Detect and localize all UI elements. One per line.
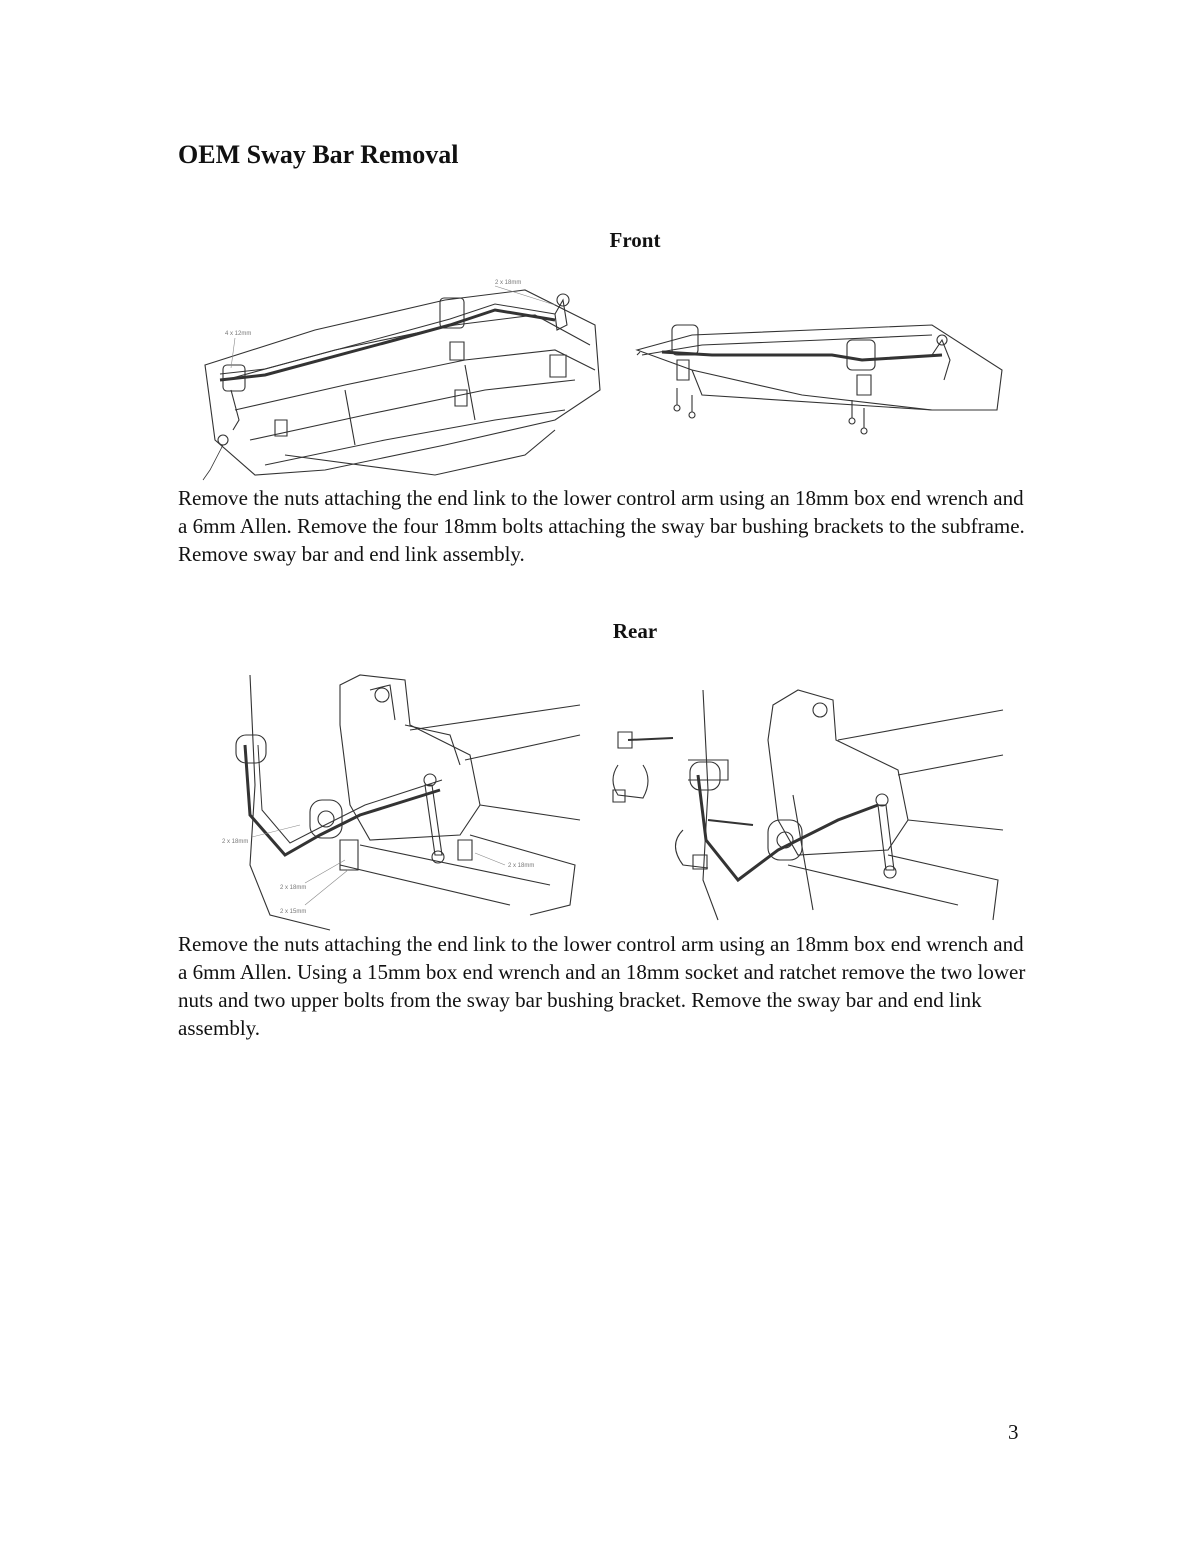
page-number: 3	[1008, 1420, 1019, 1444]
rear-callout-2: 2 x 18mm	[508, 863, 535, 869]
rear-sway-bar-exploded-figure	[598, 680, 1008, 935]
rear-section-heading: Rear	[612, 619, 658, 643]
front-callout-1: 2 x 18mm	[495, 280, 522, 286]
rear-callout-4: 2 x 15mm	[280, 909, 307, 915]
front-subframe-sway-bar-figure	[195, 270, 605, 485]
rear-instructions-paragraph: Remove the nuts attaching the end link to the lower control arm using an 18mm box end wrench and a 6mm Allen. Using a 15mm box end wrench and an 18mm socket and ratchet remove the two lower nuts and two upper bolts from the sway bar bushing bracket. Remove the sway bar and end link assembly.	[178, 932, 1026, 1040]
rear-sway-bar-assembled-figure	[210, 665, 585, 935]
rear-callout-3: 2 x 18mm	[280, 885, 307, 891]
front-callout-2: 4 x 12mm	[225, 331, 252, 337]
front-instructions-paragraph: Remove the nuts attaching the end link to the lower control arm using an 18mm box end wrench and a 6mm Allen. Remove the four 18mm bolts attaching the sway bar bushing brackets to the subframe. Remove sway bar and end link assembly.	[178, 486, 1025, 566]
rear-callout-1: 2 x 18mm	[222, 839, 249, 845]
front-section-heading: Front	[609, 228, 661, 252]
page-title: OEM Sway Bar Removal	[178, 140, 459, 169]
front-sway-bar-exploded-figure	[632, 300, 1007, 445]
